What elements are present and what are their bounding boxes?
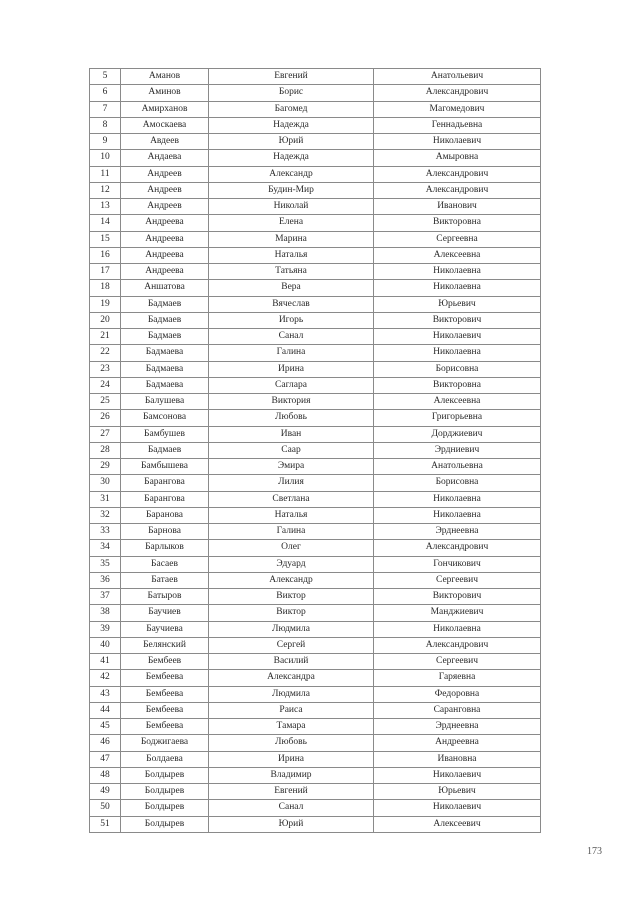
last-name-cell: Болдырев <box>121 767 209 783</box>
row-number-cell: 7 <box>90 101 121 117</box>
table-row <box>90 296 541 312</box>
table-row <box>90 182 541 198</box>
first-name-cell: Раиса <box>209 702 374 718</box>
row-number-cell: 6 <box>90 85 121 101</box>
patronymic-cell: Александрович <box>374 182 541 198</box>
last-name-cell: Балушева <box>121 394 209 410</box>
last-name-cell: Андреев <box>121 166 209 182</box>
table-row <box>90 784 541 800</box>
table-row <box>90 134 541 150</box>
patronymic-cell: Николаевич <box>374 767 541 783</box>
table-row <box>90 735 541 751</box>
first-name-cell: Юрий <box>209 816 374 832</box>
first-name-cell: Иван <box>209 426 374 442</box>
patronymic-cell: Николаевна <box>374 491 541 507</box>
last-name-cell: Болдаева <box>121 751 209 767</box>
table-row <box>90 215 541 231</box>
last-name-cell: Бембеева <box>121 719 209 735</box>
last-name-cell: Аншатова <box>121 280 209 296</box>
table-row <box>90 556 541 572</box>
row-number-cell: 21 <box>90 329 121 345</box>
patronymic-cell: Саранговна <box>374 702 541 718</box>
patronymic-cell: Иванович <box>374 199 541 215</box>
last-name-cell: Аминов <box>121 85 209 101</box>
first-name-cell: Татьяна <box>209 264 374 280</box>
table-row <box>90 702 541 718</box>
row-number-cell: 12 <box>90 182 121 198</box>
row-number-cell: 23 <box>90 361 121 377</box>
table-row <box>90 410 541 426</box>
patronymic-cell: Эрдниевич <box>374 442 541 458</box>
row-number-cell: 19 <box>90 296 121 312</box>
patronymic-cell: Николаевна <box>374 507 541 523</box>
row-number-cell: 34 <box>90 540 121 556</box>
last-name-cell: Бембеева <box>121 670 209 686</box>
patronymic-cell: Алексеевич <box>374 816 541 832</box>
patronymic-cell: Николаевна <box>374 345 541 361</box>
last-name-cell: Андаева <box>121 150 209 166</box>
row-number-cell: 46 <box>90 735 121 751</box>
row-number-cell: 33 <box>90 524 121 540</box>
patronymic-cell: Гончикович <box>374 556 541 572</box>
patronymic-cell: Александрович <box>374 85 541 101</box>
last-name-cell: Аманов <box>121 69 209 85</box>
first-name-cell: Александр <box>209 572 374 588</box>
row-number-cell: 38 <box>90 605 121 621</box>
last-name-cell: Андреев <box>121 182 209 198</box>
last-name-cell: Авдеев <box>121 134 209 150</box>
row-number-cell: 32 <box>90 507 121 523</box>
last-name-cell: Андреев <box>121 199 209 215</box>
row-number-cell: 22 <box>90 345 121 361</box>
patronymic-cell: Николаевна <box>374 264 541 280</box>
table-row <box>90 85 541 101</box>
table-row <box>90 572 541 588</box>
first-name-cell: Виктор <box>209 589 374 605</box>
last-name-cell: Амирханов <box>121 101 209 117</box>
first-name-cell: Евгений <box>209 784 374 800</box>
first-name-cell: Елена <box>209 215 374 231</box>
row-number-cell: 10 <box>90 150 121 166</box>
table-row <box>90 361 541 377</box>
patronymic-cell: Манджиевич <box>374 605 541 621</box>
table-row <box>90 199 541 215</box>
first-name-cell: Вера <box>209 280 374 296</box>
first-name-cell: Наталья <box>209 247 374 263</box>
table-row <box>90 345 541 361</box>
patronymic-cell: Александрович <box>374 540 541 556</box>
patronymic-cell: Андреевна <box>374 735 541 751</box>
patronymic-cell: Николаевич <box>374 134 541 150</box>
table-row <box>90 426 541 442</box>
row-number-cell: 31 <box>90 491 121 507</box>
first-name-cell: Ирина <box>209 751 374 767</box>
row-number-cell: 44 <box>90 702 121 718</box>
table-row <box>90 312 541 328</box>
first-name-cell: Марина <box>209 231 374 247</box>
patronymic-cell: Викторович <box>374 312 541 328</box>
patronymic-cell: Николаевич <box>374 329 541 345</box>
last-name-cell: Басаев <box>121 556 209 572</box>
first-name-cell: Тамара <box>209 719 374 735</box>
last-name-cell: Андреева <box>121 231 209 247</box>
table-row <box>90 654 541 670</box>
table-row <box>90 637 541 653</box>
patronymic-cell: Викторович <box>374 589 541 605</box>
row-number-cell: 29 <box>90 459 121 475</box>
patronymic-cell: Дорджиевич <box>374 426 541 442</box>
first-name-cell: Лилия <box>209 475 374 491</box>
table-row <box>90 475 541 491</box>
row-number-cell: 35 <box>90 556 121 572</box>
first-name-cell: Игорь <box>209 312 374 328</box>
row-number-cell: 39 <box>90 621 121 637</box>
first-name-cell: Эмира <box>209 459 374 475</box>
last-name-cell: Бадмаев <box>121 442 209 458</box>
first-name-cell: Эдуард <box>209 556 374 572</box>
last-name-cell: Бембеева <box>121 702 209 718</box>
first-name-cell: Николай <box>209 199 374 215</box>
first-name-cell: Любовь <box>209 735 374 751</box>
first-name-cell: Владимир <box>209 767 374 783</box>
first-name-cell: Людмила <box>209 686 374 702</box>
table-row <box>90 605 541 621</box>
first-name-cell: Евгений <box>209 69 374 85</box>
last-name-cell: Болдырев <box>121 816 209 832</box>
row-number-cell: 16 <box>90 247 121 263</box>
table-row <box>90 816 541 832</box>
last-name-cell: Батаев <box>121 572 209 588</box>
table-row <box>90 540 541 556</box>
first-name-cell: Людмила <box>209 621 374 637</box>
last-name-cell: Боджигаева <box>121 735 209 751</box>
table-row <box>90 247 541 263</box>
table-row <box>90 377 541 393</box>
last-name-cell: Барангова <box>121 475 209 491</box>
patronymic-cell: Амыровна <box>374 150 541 166</box>
patronymic-cell: Борисовна <box>374 361 541 377</box>
first-name-cell: Саглара <box>209 377 374 393</box>
last-name-cell: Бамбушев <box>121 426 209 442</box>
table-row <box>90 800 541 816</box>
row-number-cell: 13 <box>90 199 121 215</box>
first-name-cell: Будин-Мир <box>209 182 374 198</box>
row-number-cell: 11 <box>90 166 121 182</box>
table-row <box>90 670 541 686</box>
table-row <box>90 69 541 85</box>
table-row <box>90 264 541 280</box>
last-name-cell: Андреева <box>121 247 209 263</box>
last-name-cell: Андреева <box>121 215 209 231</box>
patronymic-cell: Алексеевна <box>374 247 541 263</box>
table-row <box>90 491 541 507</box>
table-row <box>90 719 541 735</box>
row-number-cell: 27 <box>90 426 121 442</box>
page-number: 173 <box>587 846 602 857</box>
row-number-cell: 8 <box>90 117 121 133</box>
patronymic-cell: Геннадьевна <box>374 117 541 133</box>
table-row <box>90 767 541 783</box>
patronymic-cell: Эрднеевна <box>374 524 541 540</box>
row-number-cell: 14 <box>90 215 121 231</box>
first-name-cell: Ирина <box>209 361 374 377</box>
last-name-cell: Бамбышева <box>121 459 209 475</box>
patronymic-cell: Сергеевна <box>374 231 541 247</box>
last-name-cell: Барангова <box>121 491 209 507</box>
table-row <box>90 166 541 182</box>
table-row <box>90 589 541 605</box>
table-row <box>90 329 541 345</box>
last-name-cell: Батыров <box>121 589 209 605</box>
patronymic-cell: Григорьевна <box>374 410 541 426</box>
row-number-cell: 45 <box>90 719 121 735</box>
first-name-cell: Любовь <box>209 410 374 426</box>
first-name-cell: Надежда <box>209 150 374 166</box>
row-number-cell: 18 <box>90 280 121 296</box>
first-name-cell: Александр <box>209 166 374 182</box>
table-row <box>90 231 541 247</box>
row-number-cell: 42 <box>90 670 121 686</box>
patronymic-cell: Николаевна <box>374 621 541 637</box>
table-row <box>90 507 541 523</box>
first-name-cell: Галина <box>209 524 374 540</box>
patronymic-cell: Анатольевна <box>374 459 541 475</box>
row-number-cell: 9 <box>90 134 121 150</box>
first-name-cell: Виктор <box>209 605 374 621</box>
table-row <box>90 394 541 410</box>
first-name-cell: Борис <box>209 85 374 101</box>
table-row <box>90 751 541 767</box>
patronymic-cell: Александрович <box>374 637 541 653</box>
row-number-cell: 5 <box>90 69 121 85</box>
row-number-cell: 26 <box>90 410 121 426</box>
row-number-cell: 49 <box>90 784 121 800</box>
table-row <box>90 150 541 166</box>
patronymic-cell: Алексеевна <box>374 394 541 410</box>
last-name-cell: Бадмаев <box>121 312 209 328</box>
patronymic-cell: Викторовна <box>374 377 541 393</box>
first-name-cell: Василий <box>209 654 374 670</box>
row-number-cell: 41 <box>90 654 121 670</box>
last-name-cell: Баранова <box>121 507 209 523</box>
first-name-cell: Юрий <box>209 134 374 150</box>
first-name-cell: Надежда <box>209 117 374 133</box>
row-number-cell: 30 <box>90 475 121 491</box>
first-name-cell: Виктория <box>209 394 374 410</box>
first-name-cell: Санал <box>209 329 374 345</box>
patronymic-cell: Сергеевич <box>374 572 541 588</box>
patronymic-cell: Николаевна <box>374 280 541 296</box>
row-number-cell: 50 <box>90 800 121 816</box>
roster-body <box>90 69 541 833</box>
first-name-cell: Светлана <box>209 491 374 507</box>
last-name-cell: Амоскаева <box>121 117 209 133</box>
last-name-cell: Бадмаева <box>121 345 209 361</box>
table-row <box>90 621 541 637</box>
last-name-cell: Барнова <box>121 524 209 540</box>
row-number-cell: 28 <box>90 442 121 458</box>
last-name-cell: Баучиев <box>121 605 209 621</box>
table-row <box>90 442 541 458</box>
last-name-cell: Бадмаева <box>121 361 209 377</box>
first-name-cell: Олег <box>209 540 374 556</box>
patronymic-cell: Гаряевна <box>374 670 541 686</box>
first-name-cell: Вячеслав <box>209 296 374 312</box>
first-name-cell: Сергей <box>209 637 374 653</box>
last-name-cell: Бадмаев <box>121 329 209 345</box>
last-name-cell: Бадмаев <box>121 296 209 312</box>
first-name-cell: Галина <box>209 345 374 361</box>
row-number-cell: 25 <box>90 394 121 410</box>
patronymic-cell: Викторовна <box>374 215 541 231</box>
table-row <box>90 459 541 475</box>
patronymic-cell: Ивановна <box>374 751 541 767</box>
patronymic-cell: Юрьевич <box>374 784 541 800</box>
last-name-cell: Болдырев <box>121 784 209 800</box>
table-row <box>90 101 541 117</box>
patronymic-cell: Николаевич <box>374 800 541 816</box>
patronymic-cell: Анатольевич <box>374 69 541 85</box>
table-row <box>90 117 541 133</box>
row-number-cell: 15 <box>90 231 121 247</box>
row-number-cell: 37 <box>90 589 121 605</box>
last-name-cell: Бамсонова <box>121 410 209 426</box>
first-name-cell: Санал <box>209 800 374 816</box>
last-name-cell: Белянский <box>121 637 209 653</box>
row-number-cell: 43 <box>90 686 121 702</box>
last-name-cell: Болдырев <box>121 800 209 816</box>
row-number-cell: 36 <box>90 572 121 588</box>
patronymic-cell: Сергеевич <box>374 654 541 670</box>
first-name-cell: Наталья <box>209 507 374 523</box>
patronymic-cell: Александрович <box>374 166 541 182</box>
last-name-cell: Бембеев <box>121 654 209 670</box>
last-name-cell: Барлыков <box>121 540 209 556</box>
patronymic-cell: Юрьевич <box>374 296 541 312</box>
last-name-cell: Баучиева <box>121 621 209 637</box>
patronymic-cell: Магомедович <box>374 101 541 117</box>
row-number-cell: 47 <box>90 751 121 767</box>
row-number-cell: 48 <box>90 767 121 783</box>
last-name-cell: Бембеева <box>121 686 209 702</box>
row-number-cell: 24 <box>90 377 121 393</box>
first-name-cell: Саар <box>209 442 374 458</box>
last-name-cell: Бадмаева <box>121 377 209 393</box>
table-row <box>90 280 541 296</box>
table-row <box>90 686 541 702</box>
first-name-cell: Александра <box>209 670 374 686</box>
patronymic-cell: Борисовна <box>374 475 541 491</box>
row-number-cell: 20 <box>90 312 121 328</box>
row-number-cell: 51 <box>90 816 121 832</box>
patronymic-cell: Федоровна <box>374 686 541 702</box>
row-number-cell: 40 <box>90 637 121 653</box>
row-number-cell: 17 <box>90 264 121 280</box>
last-name-cell: Андреева <box>121 264 209 280</box>
first-name-cell: Багомед <box>209 101 374 117</box>
roster-table <box>89 68 541 833</box>
patronymic-cell: Эрднеевна <box>374 719 541 735</box>
table-row <box>90 524 541 540</box>
